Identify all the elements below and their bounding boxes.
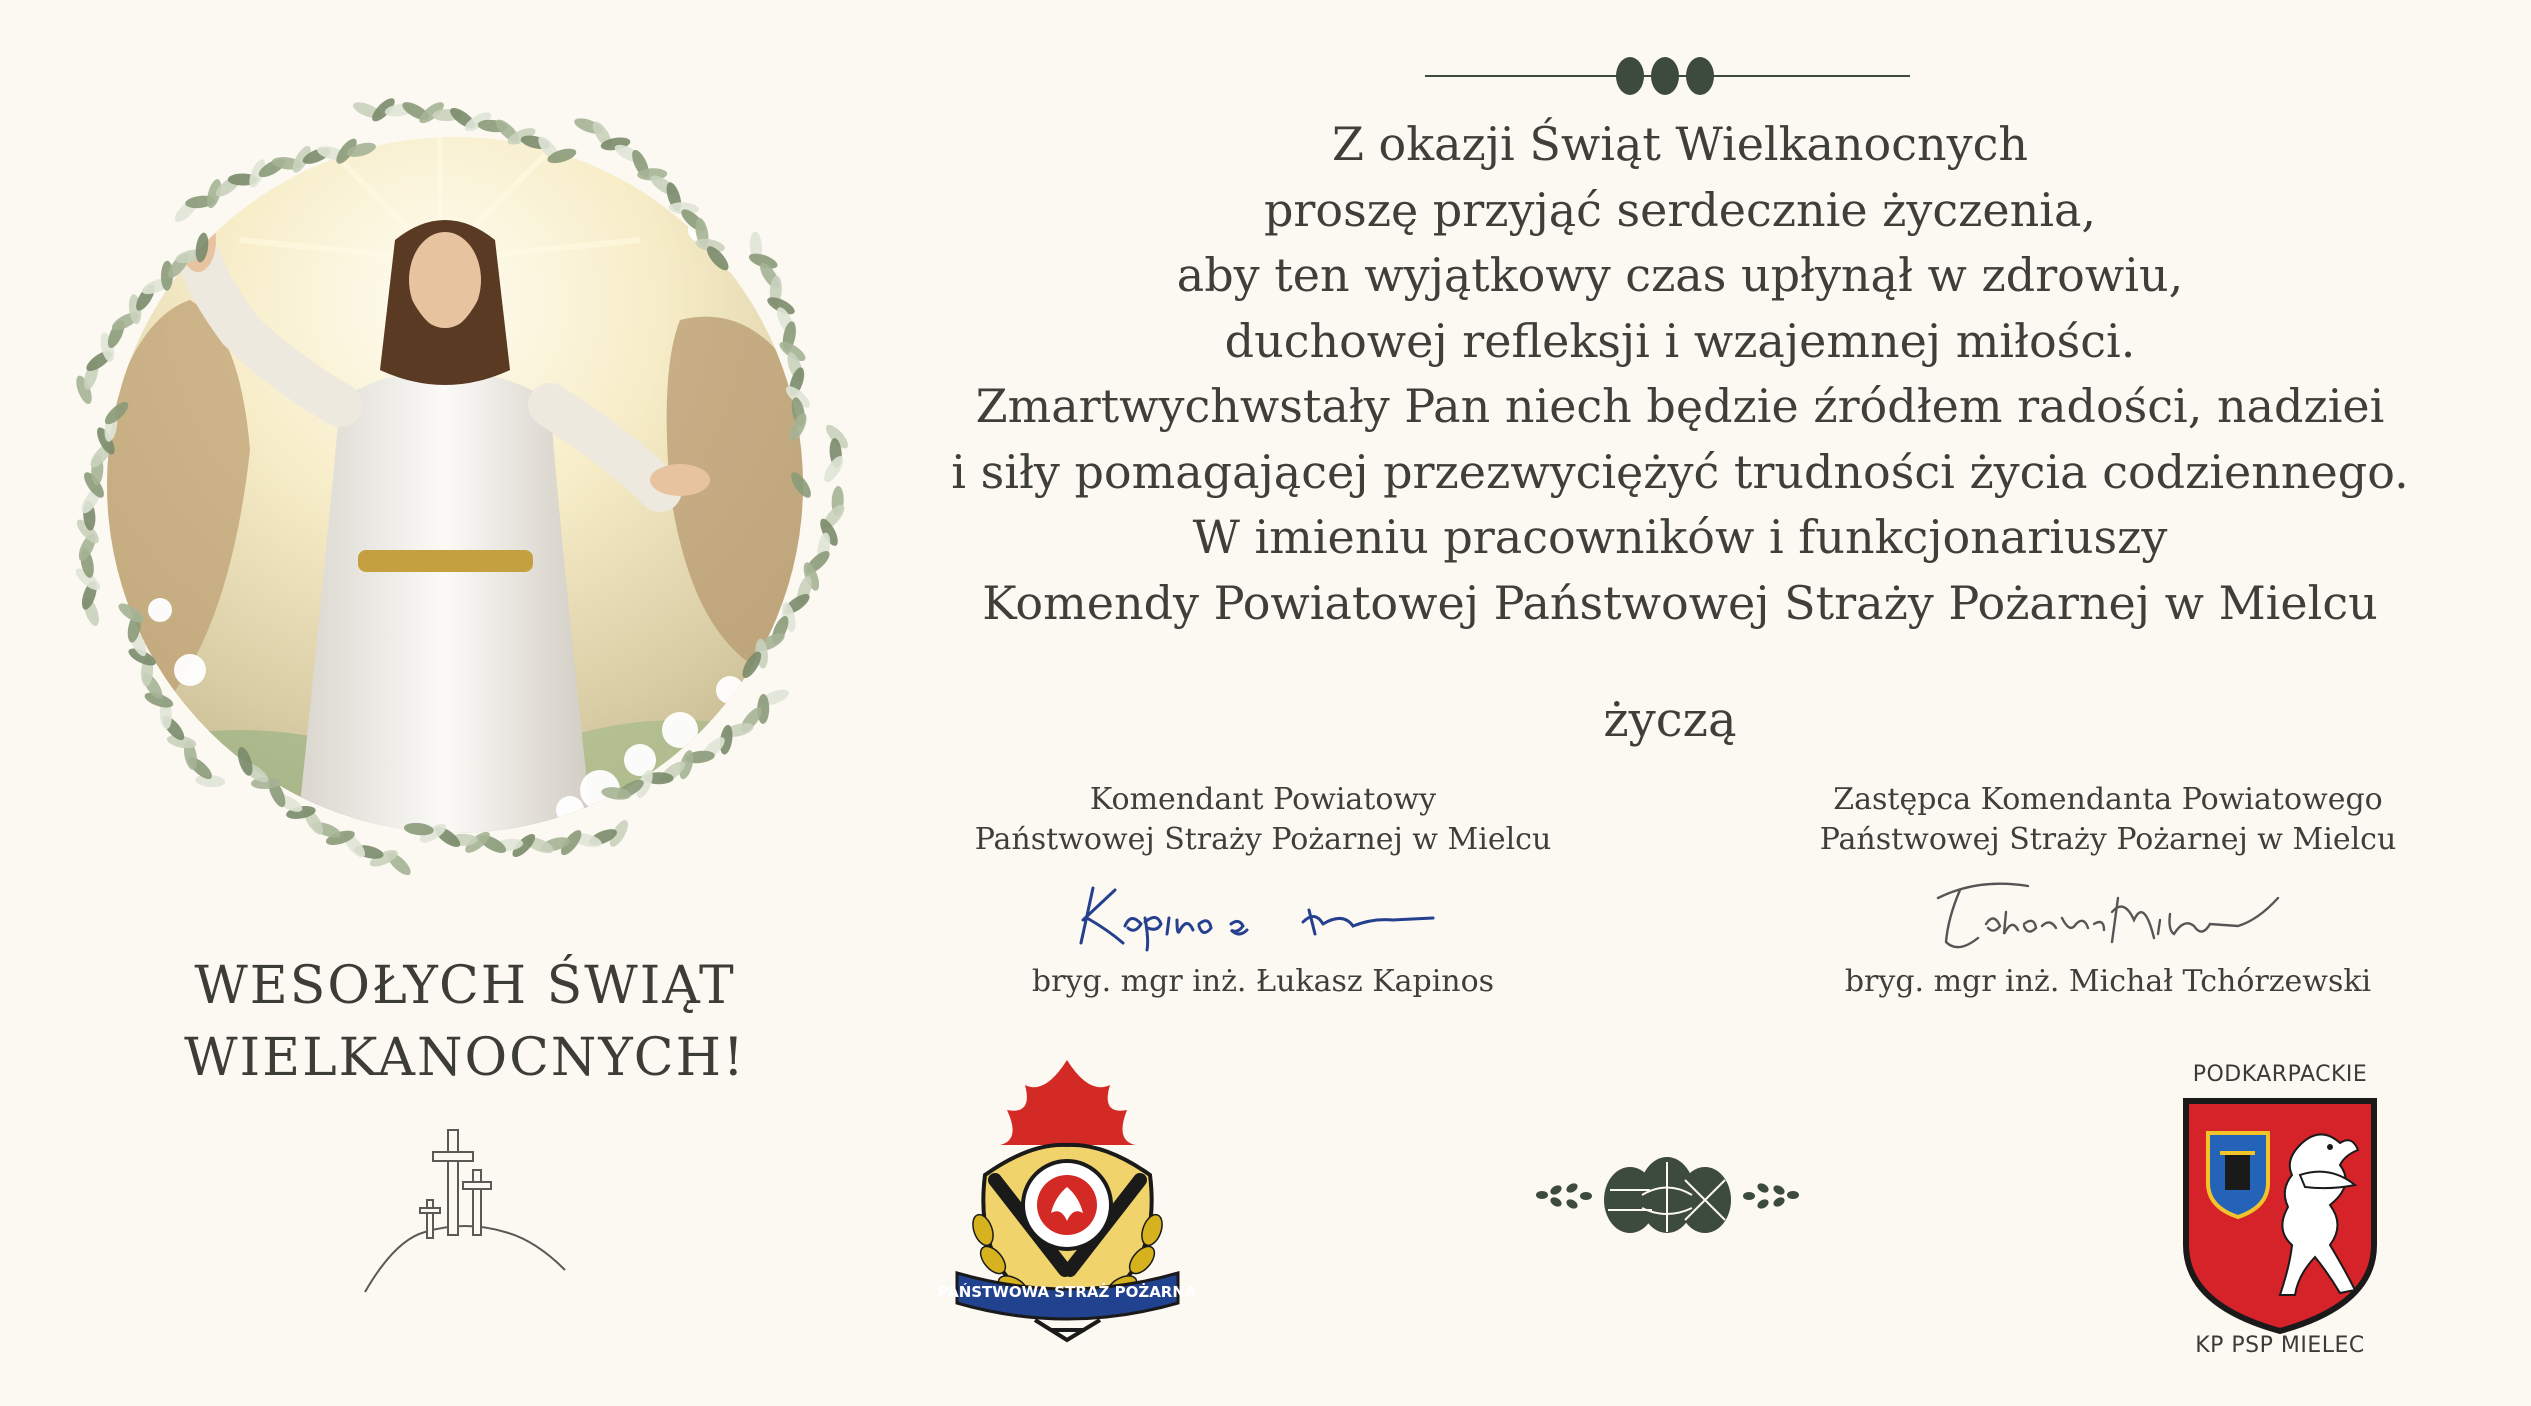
greeting-line-1: WESOŁYCH ŚWIĄT (194, 956, 736, 1016)
psp-emblem-icon (937, 1055, 1197, 1345)
signature-block-deputy (1748, 780, 2468, 1002)
message-line-4: duchowej refleksji i wzajemnej miłości. (1224, 313, 2136, 368)
signature-role (903, 780, 1623, 860)
psp-ribbon-text: PAŃSTWOWA STRAŻ POŻARNA (937, 1283, 1197, 1301)
easter-message (940, 112, 2420, 636)
signature-name: bryg. mgr inż. Michał Tchórzewski (1844, 964, 2372, 999)
signature-role-line-1: Komendant Powiatowy (1089, 782, 1437, 817)
message-line-8: Komendy Powiatowej Państwowej Straży Pożarnej w Mielcu (982, 575, 2378, 630)
unit-label: KP PSP MIELEC (2195, 1333, 2365, 1358)
closing-word: życzą (1603, 692, 1737, 748)
message-line-3: aby ten wyjątkowy czas upłynął w zdrowiu, (1176, 248, 2184, 302)
signature-block-commander (903, 780, 1623, 1002)
signature-role-line-2: Państwowej Straży Pożarnej w Mielcu (1819, 822, 2397, 857)
signature-name: bryg. mgr inż. Łukasz Kapinos (1031, 964, 1495, 999)
three-crosses-icon (355, 1120, 575, 1300)
signature-role-line-2: Państwowej Straży Pożarnej w Mielcu (974, 822, 1552, 857)
handwritten-signature-tchorzewski (1898, 868, 2318, 958)
signature-role-line-1: Zastępca Komendanta Powiatowego (1833, 782, 2383, 817)
easter-eggs-icon (1530, 1150, 1805, 1240)
message-line-1: Z okazji Świąt Wielkanocnych (1331, 117, 2029, 171)
message-line-6: i siły pomagającej przezwyciężyć trudności życia codziennego. (951, 444, 2409, 499)
region-label: PODKARPACKIE (2192, 1062, 2368, 1087)
greeting-title (0, 950, 930, 1094)
podkarpackie-griffin-icon (2180, 1095, 2380, 1335)
message-line-2: proszę przyjąć serdecznie życzenia, (1263, 182, 2097, 237)
message-line-5: Zmartwychwstały Pan niech będzie źródłem radości, nadziei (975, 379, 2385, 433)
message-line-7: W imieniu pracowników i funkcjonariuszy (1192, 510, 2168, 564)
ornament-dots-icon (1425, 52, 1910, 100)
signature-role (1748, 780, 2468, 860)
greeting-line-2: WIELKANOCNYCH! (184, 1028, 746, 1088)
handwritten-signature-kapinos (1053, 868, 1473, 958)
wreath-illustration (40, 70, 870, 900)
